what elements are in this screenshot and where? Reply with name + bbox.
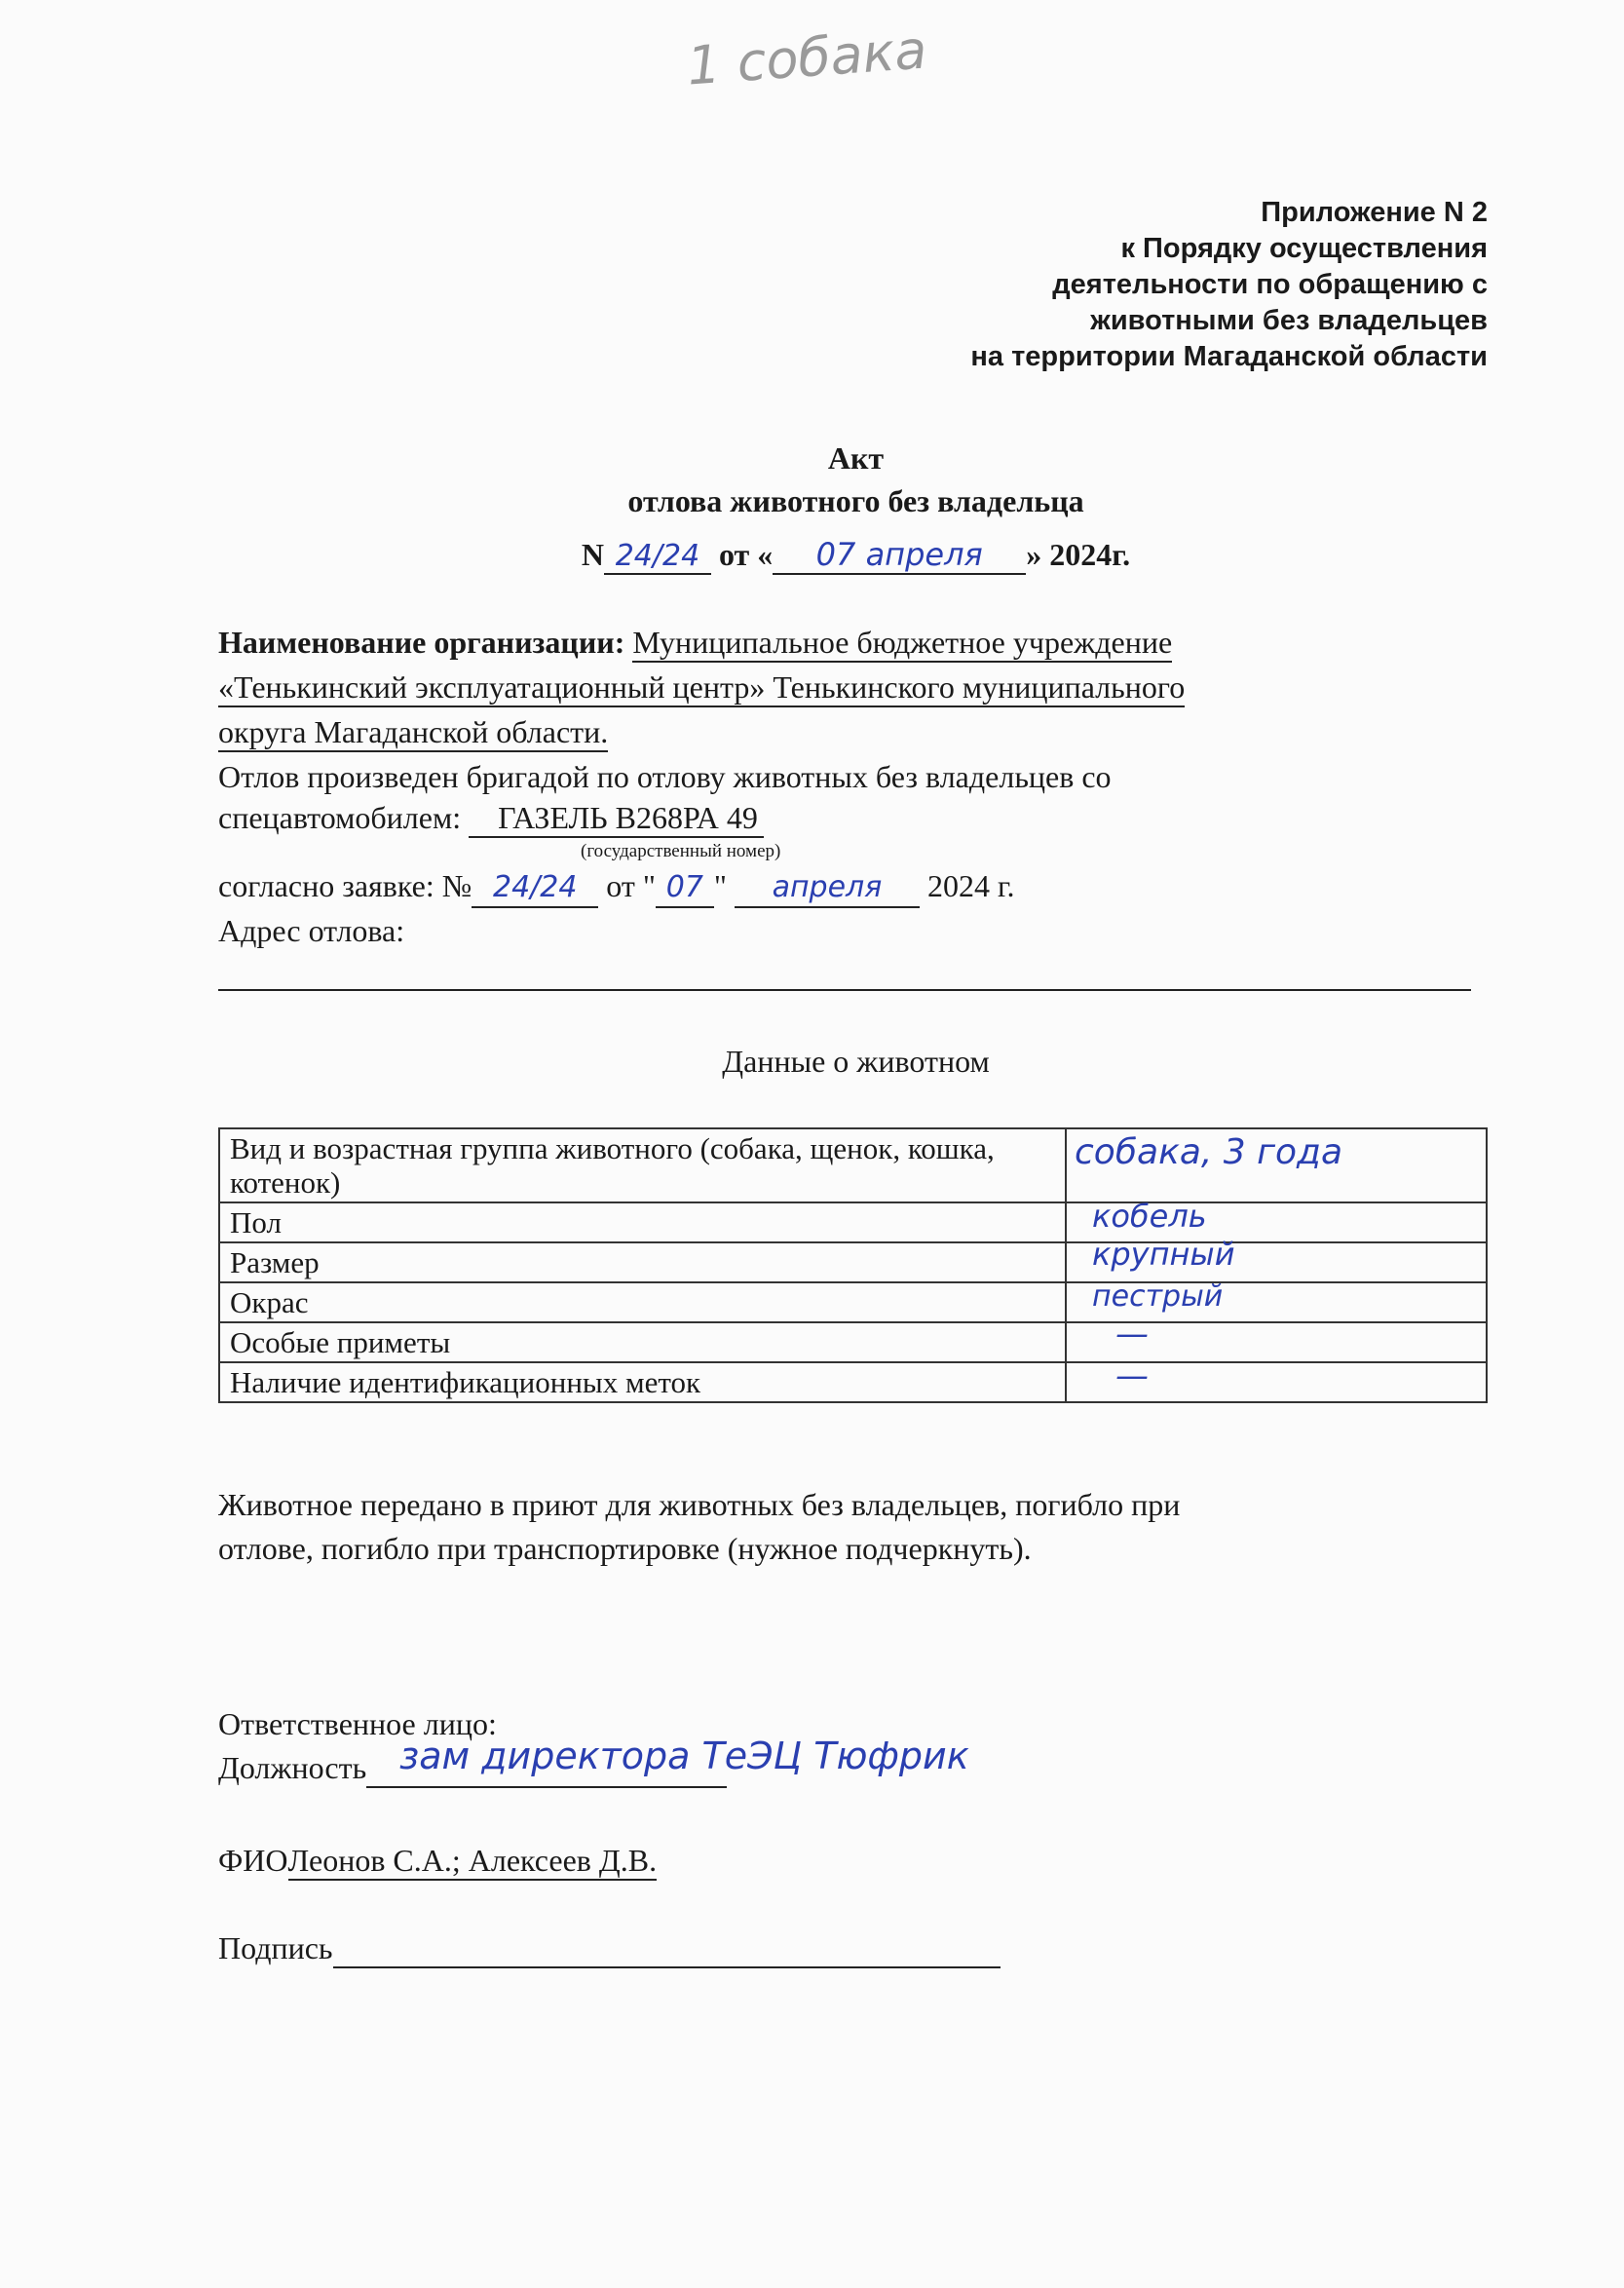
- table-row: [219, 1202, 1487, 1242]
- vehicle-label: спецавтомобилем:: [218, 800, 462, 835]
- row-label-sex: Пол: [219, 1202, 1066, 1242]
- act-number-field: [604, 537, 711, 575]
- organization-label: Наименование организации:: [218, 625, 625, 660]
- request-year: 2024 г.: [926, 868, 1015, 903]
- outcome-line-2: отлове, погибло при транспортировке (нужное подчеркнуть).: [218, 1531, 1032, 1566]
- id-tags-value: —: [1115, 1356, 1149, 1395]
- act-date-suffix: » 2024г.: [1026, 537, 1131, 572]
- row-label-size: Размер: [219, 1242, 1066, 1282]
- animal-table: [218, 1127, 1488, 1403]
- row-value-size: [1066, 1236, 1487, 1282]
- act-date-field: [773, 536, 1026, 575]
- fio-label: ФИО: [218, 1843, 288, 1878]
- table-row: [219, 1242, 1487, 1282]
- act-number-prefix: N: [581, 537, 604, 572]
- table-row: [219, 1128, 1487, 1202]
- appendix-block: [970, 195, 1488, 375]
- address-label: Адрес отлова:: [218, 913, 405, 948]
- request-label: согласно заявке: №: [218, 868, 472, 903]
- request-day-field: [656, 867, 714, 908]
- act-subtitle: отлова животного без владельца: [627, 483, 1084, 518]
- appendix-line-1: Приложение N 2: [1261, 197, 1488, 228]
- act-number-line: [0, 536, 1624, 575]
- table-row: [219, 1282, 1487, 1322]
- request-month-value: апреля: [772, 870, 883, 904]
- fio-value: Леонов С.А.; Алексеев Д.В.: [288, 1842, 658, 1881]
- row-value-species: [1066, 1128, 1487, 1202]
- signature-label: Подпись: [218, 1930, 333, 1965]
- handwritten-top-note: 1 собака: [685, 19, 929, 97]
- species-value: собака, 3 года: [1075, 1132, 1343, 1172]
- capture-line-1: Отлов произведен бригадой по отлову животных без владельцев со: [218, 759, 1112, 794]
- vehicle-value: ГАЗЕЛЬ В268РА 49: [469, 799, 764, 838]
- appendix-line-4: животными без владельцев: [1090, 305, 1488, 336]
- vehicle-caption: (государственный номер): [581, 841, 781, 861]
- appendix-line-5: на территории Магаданской области: [970, 341, 1488, 372]
- fio-line: [218, 1842, 657, 1881]
- outcome-line-1: Животное передано в приют для животных без владельцев, погибло при: [218, 1487, 1181, 1522]
- color-value: пестрый: [1092, 1279, 1224, 1314]
- act-date-value: 07 апреля: [815, 536, 983, 573]
- size-value: крупный: [1092, 1236, 1235, 1273]
- request-number-field: [472, 867, 598, 908]
- organization-name-1: Муниципальное бюджетное учреждение: [632, 624, 1172, 663]
- appendix-line-2: к Порядку осуществления: [1120, 233, 1488, 264]
- address-line: [218, 989, 1471, 991]
- request-month-field: [735, 867, 920, 908]
- act-date-prefix: от «: [718, 537, 774, 572]
- signature-line: [218, 1929, 1001, 1968]
- request-number-value: 24/24: [493, 870, 578, 904]
- row-label-id-tags: Наличие идентификационных меток: [219, 1362, 1066, 1402]
- signature-field: [333, 1929, 1001, 1968]
- request-day-value: 07: [665, 870, 703, 904]
- act-number-value: 24/24: [615, 539, 700, 573]
- request-from: от ": [606, 868, 656, 903]
- request-quote: ": [713, 868, 727, 903]
- request-line: [218, 867, 1014, 908]
- row-value-id-tags: [1066, 1356, 1487, 1402]
- animal-heading: Данные о животном: [722, 1044, 990, 1079]
- responsible-label: Ответственное лицо:: [218, 1706, 497, 1741]
- row-label-species: Вид и возрастная группа животного (собака, щенок, кошка, котенок): [219, 1128, 1066, 1202]
- marks-value: —: [1115, 1315, 1149, 1354]
- vehicle-line: [218, 799, 764, 838]
- table-row: [219, 1322, 1487, 1362]
- table-row: [219, 1362, 1487, 1402]
- row-label-marks: Особые приметы: [219, 1322, 1066, 1362]
- appendix-line-3: деятельности по обращению с: [1052, 269, 1488, 300]
- position-value: зам директора ТеЭЦ Тюфрик: [399, 1735, 969, 1777]
- organization-name-2: «Тенькинский эксплуатационный центр» Тенькинского муниципального: [218, 668, 1185, 707]
- organization-block: [218, 624, 1524, 758]
- act-title: Акт: [827, 440, 885, 476]
- position-label: Должность: [218, 1750, 367, 1785]
- row-label-color: Окрас: [219, 1282, 1066, 1322]
- sex-value: кобель: [1092, 1198, 1207, 1235]
- organization-name-3: округа Магаданской области.: [218, 713, 608, 752]
